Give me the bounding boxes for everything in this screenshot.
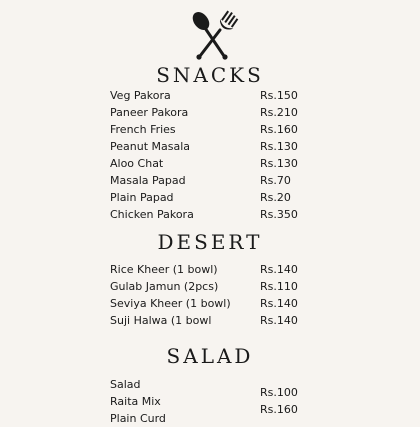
menu-item [110,295,296,312]
item-price: Rs.350 [260,208,298,221]
menu-item [110,278,296,295]
item-price: Rs.140 [260,297,298,310]
item-name: Plain Curd [110,412,166,425]
menu-item [110,138,296,155]
item-price: Rs.130 [260,140,298,153]
item-price: Rs.100 [260,386,298,399]
item-name: Rice Kheer (1 bowl) [110,263,218,276]
item-name: Suji Halwa (1 bowl [110,314,212,327]
item-name: French Fries [110,123,176,136]
item-name: Seviya Kheer (1 bowl) [110,297,231,310]
menu-item [110,312,296,329]
item-name: Salad [110,378,141,391]
menu-item [110,104,296,121]
item-price: Rs.130 [260,157,298,170]
item-name: Masala Papad [110,174,186,187]
item-price: Rs.140 [260,263,298,276]
item-price: Rs.110 [260,280,298,293]
menu-item [110,206,296,223]
menu-item [110,189,296,206]
section-title-snacks: SNACKS [156,63,264,87]
item-price: Rs.140 [260,314,298,327]
item-price: Rs.70 [260,174,291,187]
item-price: Rs.160 [260,403,298,416]
item-price: Rs.210 [260,106,298,119]
menu-item [110,121,296,138]
item-name: Gulab Jamun (2pcs) [110,280,219,293]
item-price: Rs.150 [260,89,298,102]
item-name: Aloo Chat [110,157,164,170]
item-name: Paneer Pakora [110,106,189,119]
section-title-salad: SALAD [166,344,254,368]
menu-item [110,172,296,189]
menu-item [110,87,296,104]
item-name: Peanut Masala [110,140,191,153]
section-title-desert: DESERT [157,230,263,254]
item-name: Raita Mix [110,395,161,408]
item-price: Rs.20 [260,191,291,204]
menu-item [110,155,296,172]
item-name: Chicken Pakora [110,208,194,221]
item-name: Veg Pakora [110,89,171,102]
item-name: Plain Papad [110,191,174,204]
menu-item [110,261,296,278]
item-price: Rs.160 [260,123,298,136]
spoon-and-fork-icon [186,8,240,62]
